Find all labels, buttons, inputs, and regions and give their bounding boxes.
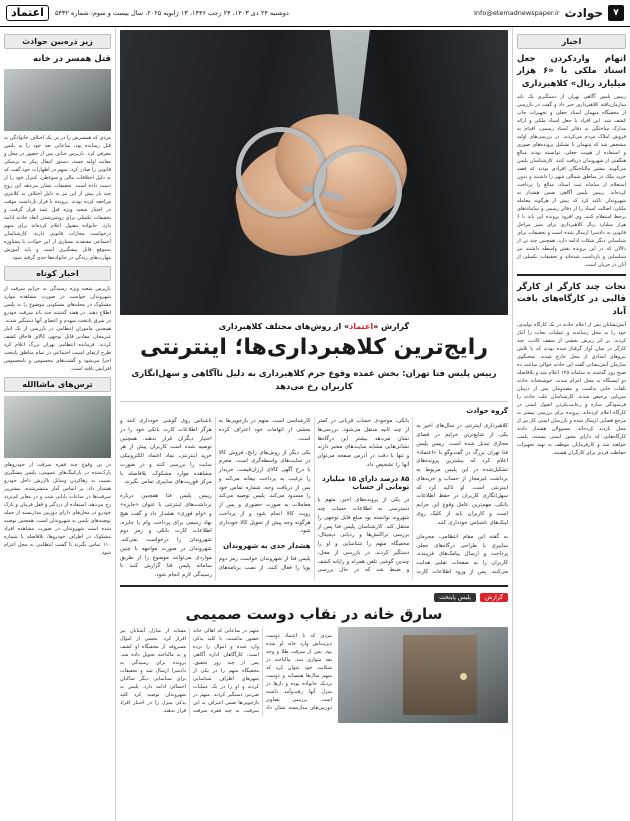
article-paragraph: پلیس فتا از شهروندان خواست رمز دوم پویا را فعال کنند، از نصب برنامه‌های ناشناس روی گوشی خودداری کنند و هرگز اطلاعات کارت بانکی خود را در اختیار دیگران قرار ندهند. همچنین توصیه شده است کاربران پیش از هر خرید اینترنتی، نماد اعتماد الکترونیکی سایت را بررسی کنند و در صورت مشاهده موارد مشکوک، بلافاصله با مرکز فوریت‌های سایبری تماس بگیرند. [120,418,311,571]
bottom-article-columns [120,627,332,716]
newspaper-logo: اعتماد [6,5,49,21]
bottom-article-block [120,627,508,716]
right-rail-tag: اخبار [517,34,626,49]
page-number: ۷ [608,5,624,21]
article-paragraph: در یکی از پرونده‌های اخیر، متهم با دسترسی به اطلاعات حساب چند شهروند توانسته بود مبلغ قابل توجهی را منتقل کند. کارشناسان پلیس فتا پس از بررسی تراکنش‌ها و ردیابی دیجیتال، مخفیگاه متهم را شناسایی و او را دستگیر کردند. در بازرسی از محل، چندین گوشی تلفن همراه و رایانه کشف و ضبط شد که در حال بررسی کارشناسی است. متهم در بازجویی‌ها به بخشی از اتهامات خود اعتراف کرده است. [218,418,410,574]
rail-article[interactable] [517,53,626,269]
left-rail [0,27,116,821]
main-column [116,27,512,821]
section-title: حوادث [564,6,603,20]
lead-photo-handcuffs [120,30,508,315]
rail-article-body: رییس پلیس آگاهی تهران از دستگیری یک باند سازمان‌یافته کلاهبرداری خبر داد و گفت در بازرسی از مخفیگاه متهمان اسناد جعلی و تجهیزات چاپ کشف شد. این افراد با جعل اسناد ملکی و ارائه مدارک ساختگی به دفاتر اسناد رسمی، اقدام به فروش املاک مردم می‌کردند. در بررسی‌های اولیه مشخص شد که متهمان با تشکیل پرونده‌های صوری و استفاده از هویت جعلی، توانسته بودند مبالغ هنگفتی از شهروندان دریافت کنند. کارشناسان پلیس می‌گویند بیشتر مالباختگان افرادی بودند که قصد خرید ملک در مناطق شمالی شهر را داشتند و بدون استعلام از سامانه ثبت اسناد، مبالغ را پرداخت کرده‌اند. رییس پلیس آگاهی ضمن هشدار به شهروندان تاکید کرد که پیش از هرگونه معامله ملکی، اصالت اسناد را از دفاتر رسمی و سامانه‌های برخط استعلام کنند. وی افزود پرونده این باند با ۶ هزار میلیارد ریال کلاهبرداری برای سیر مراحل قانونی به دادسرا ارسال شده است و تحقیقات برای شناسایی دیگر شکات ادامه دارد. همچنین چند تن از دلالان که در این پرونده نقش واسطه داشتند نیز شناسایی و بازداشت شده‌اند و تحقیقات تکمیلی از آنان در جریان است. [517,93,626,268]
left-mid-body: بازپرس شعبه ویژه رسیدگی به جرایم سرقت از شهروندان خواست در صورت مشاهده موارد مشکوک در محله‌های مسکونی موضوع را به پلیس اطلاع دهند. در هفته گذشته چند باند سرقت خودرو در شرق پایتخت منهدم و اعضای آنها دستگیر شدند. همچنین ماموران انتظامی در بازرسی از یک انبار غیرمجاز، مقادیر قابل توجهی کالای قاچاق کشف کردند. فرمانده انتظامی تهران بزرگ اعلام کرد طرح ارتقای امنیت اجتماعی در تمام مناطق پایتخت اجرا می‌شود و گشت‌های محسوس و نامحسوس افزایش یافته است. [4,286,111,373]
article-kicker [120,322,508,331]
article-paragraph: یکی دیگر از روش‌های رایج، فروش کالا در سایت‌های واسطه‌گری است. مجرم با درج آگهی کالای ارزان‌قیمت، خریدار را ترغیب به پرداخت بیعانه می‌کند و پس از دریافت وجه، شماره تماس خود را مسدود می‌کند. پلیس توصیه می‌کند معاملات به صورت حضوری و پس از رویت کالا انجام شود و از پرداخت هرگونه وجه پیش از تحویل کالا خودداری شود. [218,449,311,535]
kicker-quoted: اعتماد [349,322,374,331]
headline-divider [120,401,508,402]
kicker-prefix: گزارش « [373,322,410,331]
rail-article-title: نجات چند کارگر از کارگر قالبی در کارگاه‌های بافت آباد [517,281,626,317]
issue-date-line: دوشنبه ۲۴ دی ۱۴۰۳، ۲۴ رجب ۱۴۴۶، ۱۳ ژانویه ۲۰۲۵، سال بیست و سوم، شماره ۵۴۳۲ [54,9,289,17]
left-top-story-photo [4,69,111,131]
rail-divider [517,274,626,276]
badge-police: پلیس پایتخت [434,593,476,602]
masthead [0,0,630,27]
kicker-suffix: » از روش‌های مختلف کلاهبرداری [218,322,350,331]
masthead-right [6,5,289,21]
bottom-photo-house [338,627,508,723]
right-rail [512,27,630,821]
bottom-article-headline: سارق خانه در نقاب دوست صمیمی [185,604,443,623]
left-rail-tag-top: زیر ذره‌بین حوادث [4,34,111,49]
left-rail-tag-mid: اخبار کوتاه [4,266,111,281]
article-headline: رایج‌ترین کلاهبرداری‌ها؛ اینترنتی [140,335,488,360]
article-paragraph: به گفته این مقام انتظامی، مجرمان سایبری با طراحی درگاه‌های جعلی پرداخت و ارسال پیامک‌های فریبنده، کاربران را به صفحات تقلبی هدایت می‌کنند. پس از ورود اطلاعات کارت بانکی، موجودی حساب قربانی در کمتر از چند ثانیه منتقل می‌شود. بررسی‌ها نشان می‌دهد بیشتر این درگاه‌ها نشانی‌هایی مشابه سایت‌های معتبر دارند و تنها با دقت در آدرس صفحه می‌توان آنها را تشخیص داد. [317,418,508,575]
rail-article-title: اتهام واردکردن جعل اسناد ملکی با «۶ هزار میلیارد ریال» کلاهبرداری [517,54,626,89]
left-top-story-title: قتل همسر در خانه [33,54,111,64]
byline: گروه حوادث [466,407,508,416]
rail-article-body: آتش‌نشانان پس از اعلام حادثه در یک کارگاه تولیدی، خود را به محل رساندند و عملیات نجات را آغاز کردند. بر اثر ریزش بخشی از سقف کاذب، چند کارگر در میان آوار گرفتار شده بودند که با تلاش نیروهای امدادی از محل خارج شدند. سخنگوی سازمان آتش‌نشانی گفت این حادثه حوالی ساعت ده صبح روز گذشته به سامانه ۱۲۵ اعلام شد و بلافاصله دو ایستگاه به محل اعزام شدند. خوشبختانه حادثه تلفات جانی نداشت و مصدومان پس از درمان سرپایی ترخیص شدند. کارشناسان علت حادثه را فرسودگی سازه و رعایت‌نکردن اصول ایمنی در کارگاه اعلام کرده‌اند. پرونده برای بررسی بیشتر به مرجع قضایی ارسال شده و بازرسان ایمنی کار نیز از محل بازدید کرده‌اند. مسوولان هشدار دادند کارگاه‌هایی که دارای مجوز ایمنی نیستند، پلمب خواهند شد و کارفرمایان موظف به تهیه تجهیزات حفاظت فردی برای کارگران هستند. [517,321,626,456]
badge-report: گزارش [480,593,508,602]
article-subhead: ۸۵ درصد دارای ۱۵ میلیارد تومانی از حساب [321,474,410,491]
masthead-left [474,5,624,21]
left-rail-tag-bottom: ترس‌های ماشاالله [4,377,111,392]
rail-article[interactable] [517,281,626,457]
section-divider [120,585,508,587]
contact-email[interactable]: Info@etemadnewspaper.ir [474,9,560,17]
left-top-story-body: مردی که همسرش را در پی یک اختلاف خانوادگی به قتل رسانده بود، ساعاتی بعد خود را به پلیس معرفی کرد. بازپرس جنایی پس از حضور در محل و معاینه اولیه جسد، دستور انتقال پیکر به پزشکی قانونی را صادر کرد. متهم در اظهارات خود گفت که به دلیل اختلافات مالی و سوءظن، کنترل خود را از دست داده است. تحقیقات نشان می‌دهد این زوج چند بار پیش از این نیز به دلیل اختلاف به کلانتری مراجعه کرده بودند. پرونده با قرار بازداشت موقت در اختیار شعبه ویژه قتل عمد قرار گرفت و تحقیقات تکمیلی برای روشن‌شدن ابعاد حادثه ادامه دارد. خانواده مقتول اعلام کرده‌اند برای متهم درخواست مجازات قانونی دارند. کارشناسان اجتماعی معتقدند بسیاری از این حوادث با مشاوره به‌موقع قابل پیشگیری است و باید آموزش مهارت‌های زندگی در خانواده‌ها جدی گرفته شود. [4,135,111,262]
left-bottom-photo [4,396,111,458]
page-body [0,27,630,821]
article-body-columns [120,417,508,580]
bottom-badges [120,593,508,602]
left-bottom-body: در پی وقوع چند فقره سرقت از خودروهای پارک‌شده در پارکینگ‌های عمومی، پلیس پیشگیری نسبت به رهاکردن وسایل باارزش داخل خودرو هشدار داد. بر اساس آمار منتشرشده، بیشترین سرقت‌ها در ساعات پایانی شب و در معابر کم‌تردد رخ می‌دهد. استفاده از دزدگیر و قفل فرمان و پارک خودرو در محل‌های دارای دوربین مداربسته از جمله توصیه‌های پلیس به شهروندان است. همچنین توصیه شده است شهروندان در صورت مشاهده افراد مشکوک در اطراف خودروها، بلافاصله با شماره ۱۱۰ تماس بگیرند تا گشت انتظامی به محل اعزام شود. [4,462,111,557]
article-paragraph: رییس پلیس فتا همچنین درباره برداشت‌های اینترنتی با عنوان «جایزه» و «وام فوری» هشدار داد و گفت هیچ نهاد رسمی برای پرداخت وام یا جایزه، اطلاعات کارت بانکی و رمز دوم شهروندان را درخواست نمی‌کند. شهروندان در صورت مواجهه با چنین مواردی می‌توانند موضوع را از طریق سامانه پلیس فتا گزارش کنند تا رسیدگی لازم انجام شود. [120,493,212,579]
article-paragraph: مردی که با اعتماد دوست دیرینه‌اش وارد خانه او شده بود، پس از سرقت طلا و وجه نقد متواری شد. مالباخته در شکایت خود عنوان کرد که متهم سال‌ها همسایه و دوست نزدیک خانواده بوده و بارها در منزل آنها رفت‌وآمد داشته است. بررسی تصاویر دوربین‌های مداربسته نشان داد متهم در ساعاتی که اهالی خانه حضور نداشتند، با کلید یدکی وارد شده و اموال را برده است. کارآگاهان اداره آگاهی پس از چند روز تحقیق، مخفیگاه متهم را در یکی از شهرهای اطراف شناسایی کردند و او را در یک عملیات ضربتی دستگیر کردند. متهم در بازجویی‌ها ضمن اعتراف به این سرقت، به چند فقره سرقت مشابه از منازل آشنایان نیز اقرار کرد. بخشی از اموال مسروقه از مخفیگاه او کشف و به مالباخته تحویل داده شد. پرونده برای رسیدگی به دادسرا ارسال شد و تحقیقات برای شناسایی دیگر شاکیان احتمالی ادامه دارد. پلیس به شهروندان توصیه کرد کلید یدکی منزل را در اختیار افراد قرار ندهند. [120,627,332,714]
article-subhead: هشدار جدی به شهروندان [223,541,311,550]
article-subheadline: رییس پلیس فتا تهران: بخش عمده وقوع جرم کلاهبرداری به دلیل ناآگاهی و سهل‌انگاری کاربران رخ می‌دهد [131,368,497,392]
article-paragraph: کلاهبرداری اینترنتی در سال‌های اخیر به یکی از شایع‌ترین جرایم در فضای مجازی تبدیل شده است. رییس پلیس فتا تهران بزرگ در گفت‌وگو با «اعتماد» اعلام کرد که بیشترین پرونده‌های تشکیل‌شده در این پلیس مربوط به برداشت غیرمجاز از حساب و خریدهای اینترنتی است. او تاکید کرد که سهل‌انگاری کاربران در حفظ اطلاعات بانکی، مهم‌ترین عامل وقوع این جرایم است و کاربران باید از کلیک روی لینک‌های ناشناس خودداری کنند. [416,423,508,526]
